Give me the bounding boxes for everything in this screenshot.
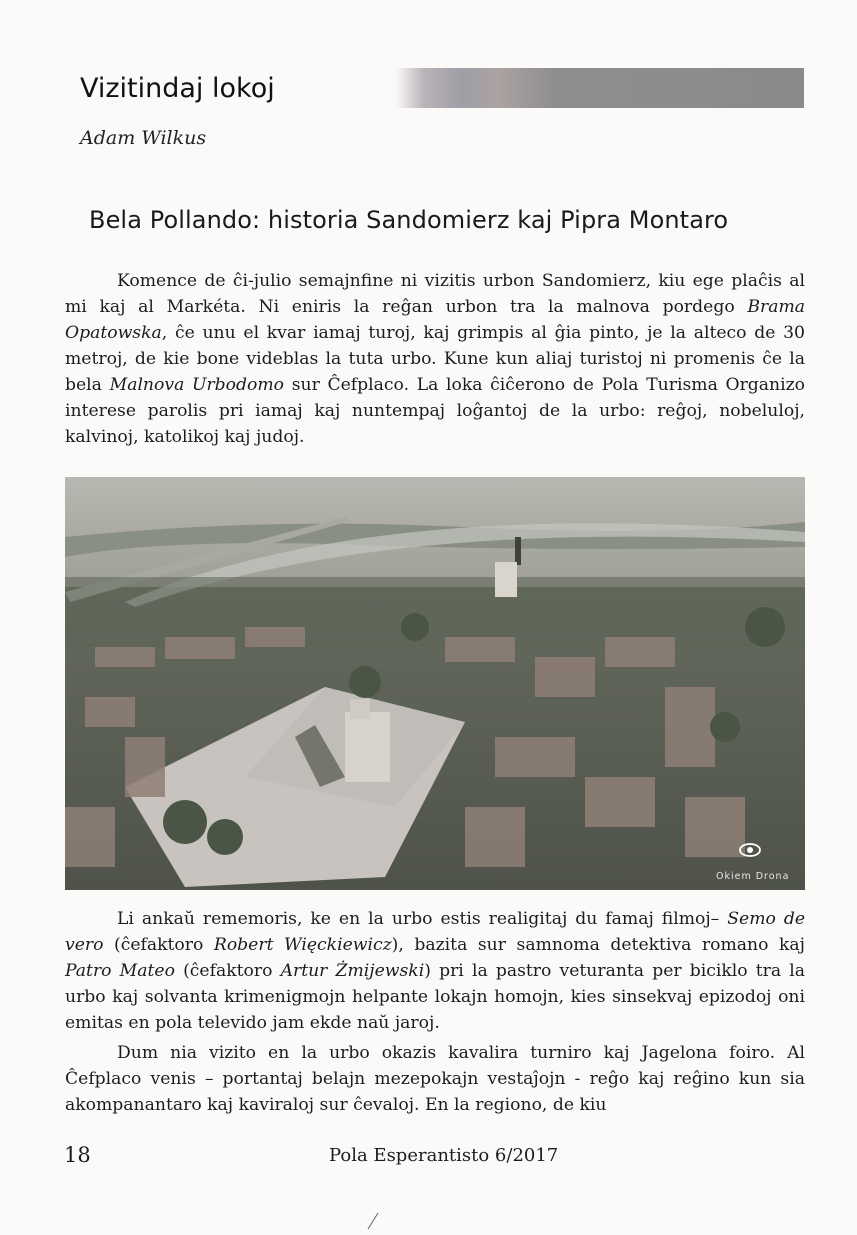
- aerial-photo: [65, 477, 805, 890]
- film-title-2: Patro Mateo: [65, 961, 175, 981]
- page-number: 18: [64, 1143, 91, 1167]
- photo-watermark: Okiem Drona: [716, 871, 790, 882]
- gate-name: Brama Opatowska: [65, 297, 805, 343]
- eye-icon: [739, 843, 761, 857]
- actor-name-1: Robert Więckiewicz: [213, 935, 392, 955]
- film-title-1: Semo de vero: [65, 909, 806, 955]
- actor-name-2: Artur Żmijewski: [280, 961, 425, 981]
- paragraph-3: Dum nia vizito en la urbo okazis kavalira turniro kaj Jagelona foiro. Al Ĉefplaco venis – portantaj belajn mezepokajn vestaĵojn - reĝo kaj reĝino kun sia akompanantaro kaj kaviraloj sur ĉevaloj. En la regiono, de kiu: [65, 1043, 805, 1115]
- town-hall-name: Malnova Urbodomo: [109, 375, 285, 395]
- pencil-mark: [366, 1212, 380, 1230]
- article-author: Adam Wilkus: [80, 127, 207, 149]
- paragraph-1: Komence de ĉi-julio semajnfine ni vizitis urbon Sandomierz, kiu ege plaĉis al mi kaj al Markéta. Ni eniris la reĝan urbon tra la malnova pordego Brama Opatowska, ĉe unu el kvar iamaj turoj, kaj grimpis al ĝia pinto, je la alteco de 30 metroj, de kie bone videblas la tuta urbo. Kune kun aliaj turistoj ni promenis ĉe la bela Malnova Urbodomo sur Ĉefplaco. La loka ĉiĉerono de Pola Turisma Organizo interese parolis pri iamaj kaj nuntempaj loĝantoj de la urbo: reĝoj, nobeluloj, kalvinoj, katolikoj kaj judoj.: [65, 271, 806, 447]
- magazine-issue: Pola Esperantisto 6/2017: [329, 1145, 559, 1166]
- section-title: Vizitindaj lokoj: [80, 73, 275, 104]
- paragraph-2: Li ankaŭ rememoris, ke en la urbo estis realigitaj du famaj filmoj– Semo de vero (ĉefaktoro Robert Więckiewicz), bazita sur samnoma detektiva romano kaj Patro Mateo (ĉefaktoro Artur Żmijewski) pri la pastro veturanta per biciklo tra la urbo kaj solvanta krimenigmojn helpante lokajn homojn, kies sinsekvaj epizodoj oni emitas en pola televido jam ekde naŭ jaroj.: [65, 909, 806, 1033]
- article-title: Bela Pollando: historia Sandomierz kaj Pipra Montaro: [89, 206, 729, 234]
